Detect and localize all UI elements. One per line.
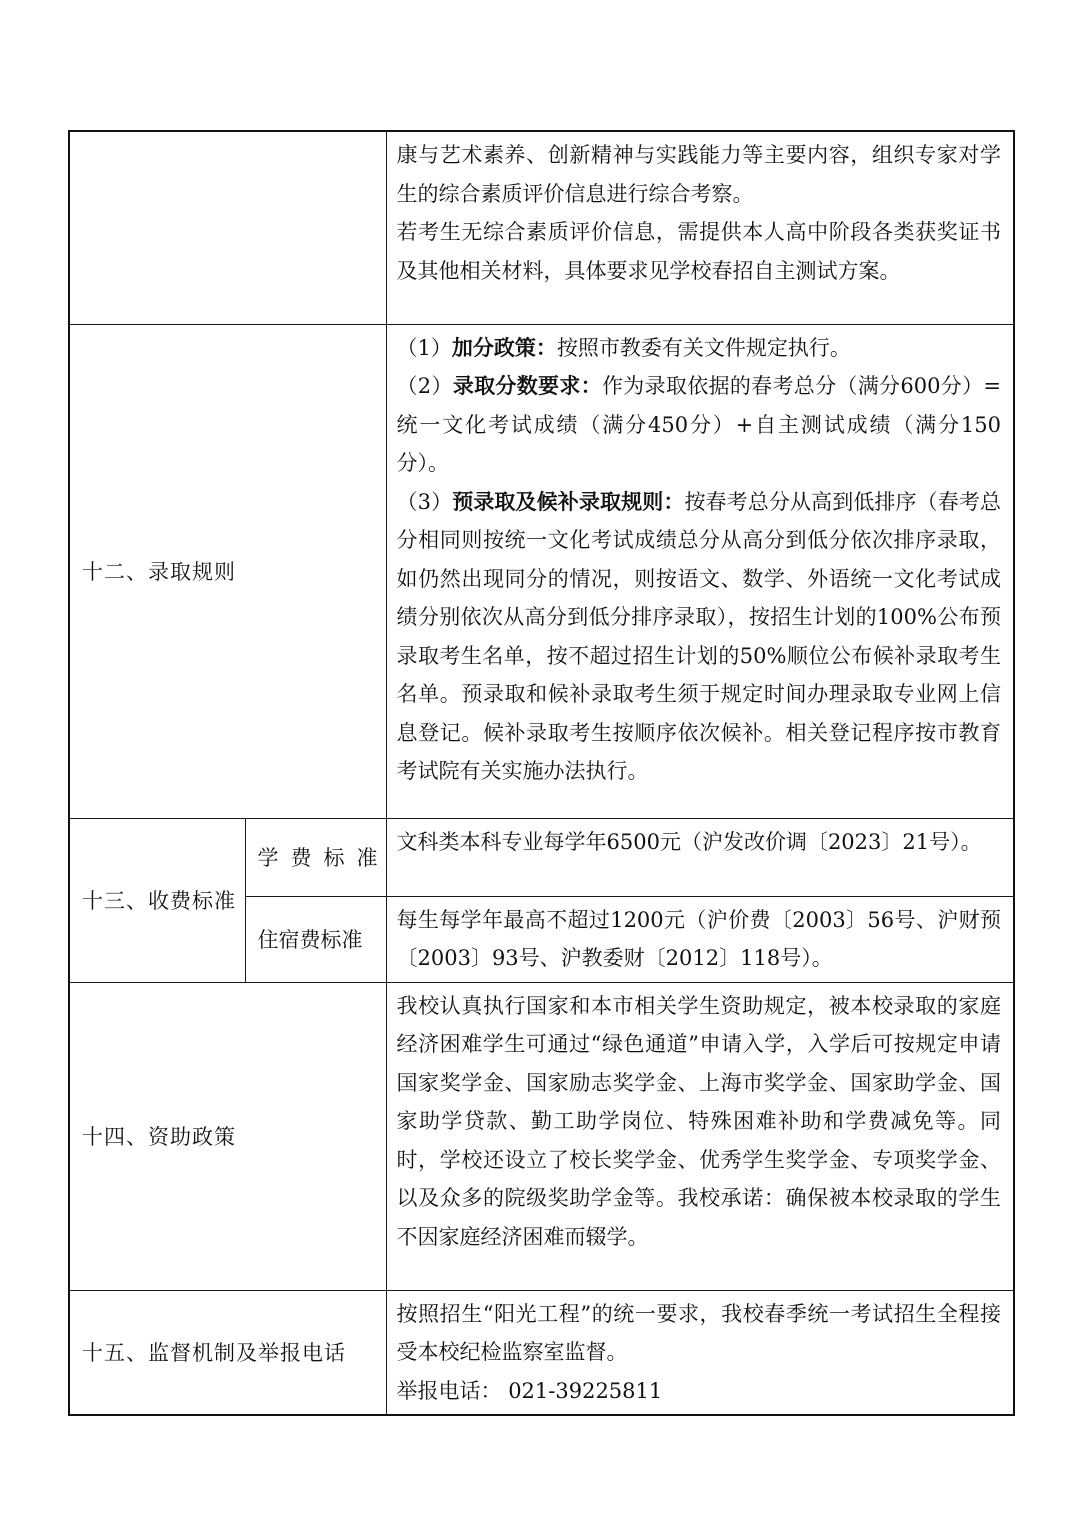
row-label: 十二、录取规则 bbox=[69, 324, 386, 818]
dorm-content: 每生每学年最高不超过1200元（沪价费〔2003〕56号、沪财预〔2003〕93号、沪教委财〔2012〕118号）。 bbox=[386, 896, 1014, 982]
paragraph: 康与艺术素养、创新精神与实践能力等主要内容，组织专家对学生的综合素质评价信息进行综合考察。 bbox=[396, 143, 1001, 206]
row-financial-aid bbox=[69, 982, 1014, 1290]
item-text: 按照市教委有关文件规定执行。 bbox=[556, 335, 851, 360]
sub-label-tuition bbox=[245, 818, 386, 896]
rule-item bbox=[397, 329, 1002, 368]
item-heading: 预录取及候补录取规则： bbox=[452, 488, 685, 514]
row-supervision bbox=[69, 1290, 1014, 1415]
row-content bbox=[386, 1290, 1014, 1415]
item-heading: 录取分数要求： bbox=[452, 373, 602, 398]
row-admission-rules bbox=[69, 324, 1014, 818]
phone-line bbox=[397, 1372, 1002, 1411]
label-char: 费 bbox=[290, 846, 312, 870]
item-number: （3） bbox=[396, 489, 453, 514]
phone-number: 021-39225811 bbox=[508, 1378, 663, 1403]
paragraph: 若考生无综合素质评价信息，需提供本人高中阶段各类获奖证书及其他相关材料，具体要求见学校春招自主测试方案。 bbox=[396, 220, 1001, 283]
rule-item bbox=[397, 483, 1002, 791]
phone-label: 举报电话： bbox=[396, 1378, 502, 1403]
tuition-content: 文科类本科专业每学年6500元（沪发改价调〔2023〕21号）。 bbox=[386, 818, 1014, 896]
rule-item bbox=[397, 367, 1002, 483]
sub-label-dorm: 住宿费标准 bbox=[245, 896, 386, 982]
paragraph: 按照招生“阳光工程”的统一要求，我校春季统一考试招生全程接受本校纪检监察室监督。 bbox=[396, 1301, 1001, 1364]
row-label: 十四、资助政策 bbox=[69, 982, 386, 1290]
row-label: 十三、收费标准 bbox=[69, 818, 245, 982]
row-label: 十五、监督机制及举报电话 bbox=[69, 1290, 386, 1415]
row-content-continued bbox=[386, 131, 1014, 324]
item-text: 作为录取依据的春考总分（满分600分）=统一文化考试成绩（满分450分）+自主测试成绩（满分150分）。 bbox=[396, 374, 1001, 475]
row-label-empty bbox=[69, 131, 386, 324]
row-continued bbox=[69, 131, 1014, 324]
label-char: 准 bbox=[356, 846, 378, 870]
row-content bbox=[386, 324, 1014, 818]
item-number: （2） bbox=[396, 374, 453, 398]
row-content: 我校认真执行国家和本市相关学生资助规定，被本校录取的家庭经济困难学生可通过“绿色通道”申请入学，入学后可按规定申请国家奖学金、国家励志奖学金、上海市奖学金、国家助学金、国家助学贷款、勤工助学岗位、特殊困难补助和学费减免等。同时，学校还设立了校长奖学金、优秀学生奖学金、专项奖学金、以及众多的院级奖助学金等。我校承诺：确保被本校录取的学生不因家庭经济困难而辍学。 bbox=[386, 982, 1014, 1290]
row-fees-tuition bbox=[69, 818, 1014, 896]
admission-table bbox=[68, 130, 1015, 1416]
item-text: 按春考总分从高到低排序（春考总分相同则按统一文化考试成绩总分从高分到低分依次排序录取，如仍然出现同分的情况，则按语文、数学、外语统一文化考试成绩分别依次从高分到低分排序录取），按招生计划的100%公布预录取考生名单，按不超过招生计划的50%顺位公布候补录取考生名单。预录取和候补录取考生须于规定时间办理录取专业网上信息登记。候补录取考生按顺序依次候补。相关登记程序按市教育考试院有关实施办法执行。 bbox=[396, 489, 1001, 783]
label-char: 标 bbox=[323, 846, 345, 870]
label-char: 学 bbox=[257, 846, 279, 870]
item-heading: 加分政策： bbox=[451, 334, 557, 360]
item-number: （1） bbox=[396, 335, 452, 360]
